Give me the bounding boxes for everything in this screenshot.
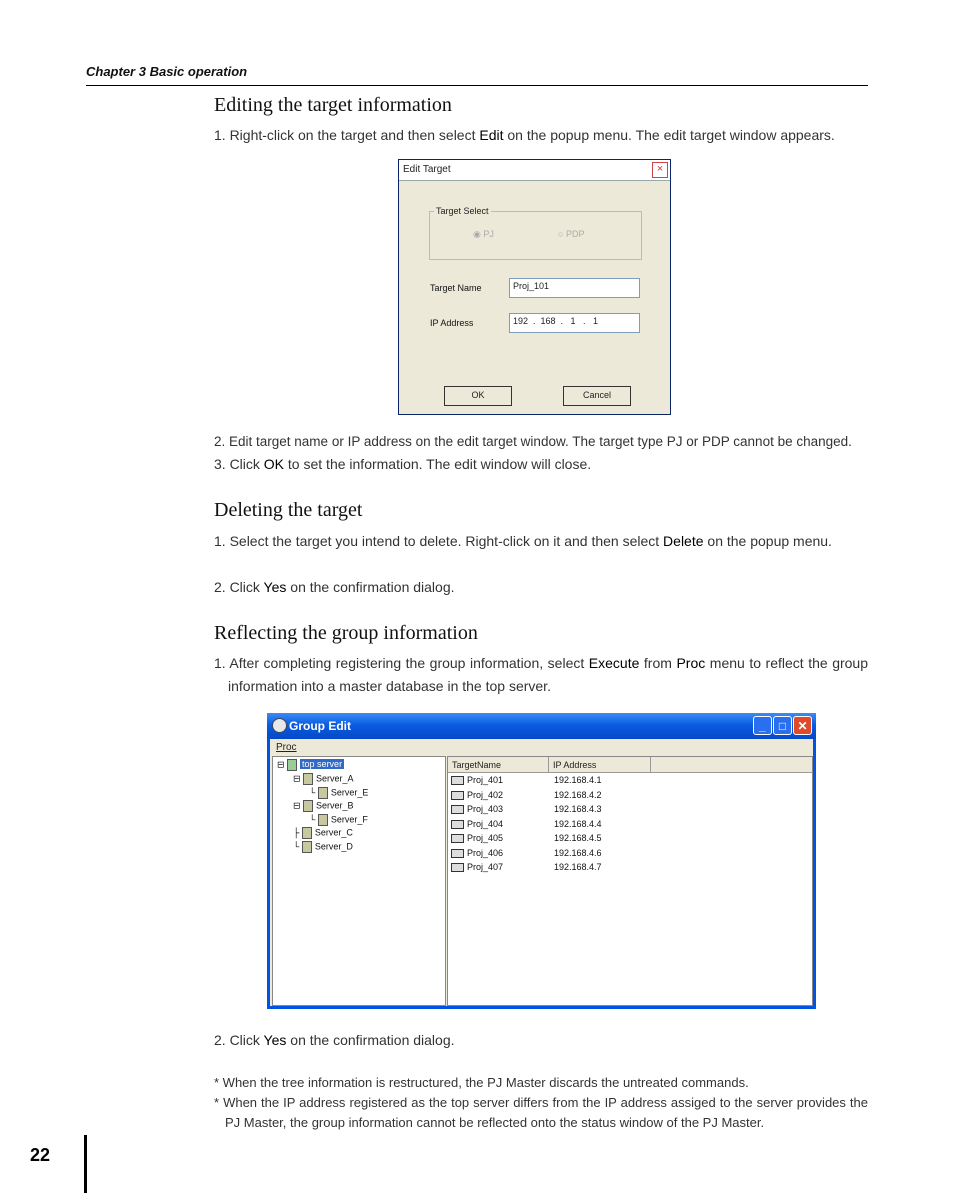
target-name-label: Target Name xyxy=(430,283,482,293)
tree-item[interactable]: └ Server_E xyxy=(309,787,369,798)
ip-address-cell: 192.168.4.1 xyxy=(554,775,602,785)
header-rule xyxy=(86,85,868,86)
close-icon[interactable]: ✕ xyxy=(793,716,812,735)
tree-item-top-server[interactable]: ⊟ top server xyxy=(277,759,343,770)
ip-address-cell: 192.168.4.6 xyxy=(554,847,602,858)
edit-step-1: 1. Right-click on the target and then select Edit on the popup menu. The edit target window appears. xyxy=(214,127,835,143)
projector-icon xyxy=(451,805,464,814)
tree-item[interactable]: ⊟ Server_B xyxy=(293,800,354,811)
ok-button[interactable]: OK xyxy=(444,386,512,406)
server-icon xyxy=(318,787,328,799)
projector-icon xyxy=(451,791,464,800)
target-name-cell: Proj_407 xyxy=(467,862,504,872)
window-title: Group Edit xyxy=(289,719,351,733)
target-name-cell: Proj_403 xyxy=(467,804,504,814)
delete-step-1: 1. Select the target you intend to delete. Right-click on it and then select Delete on the popup menu. xyxy=(214,533,832,549)
edit-step-2: 2. Edit target name or IP address on the edit target window. The target type PJ or PDP cannot be changed. xyxy=(214,434,852,449)
reflect-step-2: 2. Click Yes on the confirmation dialog. xyxy=(214,1032,455,1048)
delete-step-2: 2. Click Yes on the confirmation dialog. xyxy=(214,579,455,595)
menu-proc[interactable]: Proc xyxy=(276,742,297,753)
column-header-ip[interactable]: IP Address xyxy=(549,757,651,773)
page-bar xyxy=(84,1135,87,1193)
ip-address-label: IP Address xyxy=(430,318,474,328)
projector-icon xyxy=(451,820,464,829)
app-icon xyxy=(272,718,287,733)
dialog-title: Edit Target xyxy=(403,164,451,175)
section-title-deleting: Deleting the target xyxy=(214,499,363,521)
radio-pdp[interactable]: ○ PDP xyxy=(558,229,585,239)
ip-address-cell: 192.168.4.2 xyxy=(554,789,602,800)
server-icon xyxy=(318,814,328,826)
note-2: * When the IP address registered as the top server differs from the IP address assiged to the server provides the PJ Master, the group information cannot be reflected onto the status window of the PJ Master. xyxy=(214,1095,868,1130)
ip-address-field[interactable]: 192 . 168 . 1 . 1 xyxy=(509,313,640,333)
close-icon[interactable]: × xyxy=(652,162,668,178)
window-titlebar xyxy=(267,713,816,739)
table-row[interactable] xyxy=(451,862,602,872)
projector-icon xyxy=(451,834,464,843)
section-title-editing: Editing the target information xyxy=(214,94,452,116)
projector-icon xyxy=(451,849,464,858)
radio-pj[interactable]: ◉ PJ xyxy=(473,229,494,239)
note-1: * When the tree information is restructured, the PJ Master discards the untreated commands. xyxy=(214,1075,749,1090)
target-name-cell: Proj_402 xyxy=(467,789,504,800)
table-row[interactable] xyxy=(451,819,602,829)
server-icon xyxy=(303,773,313,785)
server-icon xyxy=(302,827,312,839)
dialog-titlebar xyxy=(399,160,670,181)
target-name-cell: Proj_406 xyxy=(467,847,504,858)
maximize-icon[interactable]: □ xyxy=(773,716,792,735)
target-name-field[interactable]: Proj_101 xyxy=(509,278,640,298)
ip-address-cell: 192.168.4.5 xyxy=(554,833,602,843)
tree-item[interactable]: ├ Server_C xyxy=(293,827,353,838)
table-row[interactable] xyxy=(451,790,602,800)
projector-icon xyxy=(451,776,464,785)
section-title-reflecting: Reflecting the group information xyxy=(214,622,478,644)
ip-address-cell: 192.168.4.7 xyxy=(554,862,602,872)
target-name-cell: Proj_401 xyxy=(467,775,504,785)
table-row[interactable] xyxy=(451,848,602,858)
target-select-label: Target Select xyxy=(436,206,489,216)
target-name-cell: Proj_404 xyxy=(467,818,504,829)
page-number: 22 xyxy=(30,1145,51,1165)
tree-pane[interactable] xyxy=(272,756,446,1006)
server-icon xyxy=(287,759,297,771)
target-list-pane[interactable] xyxy=(447,756,813,1006)
server-icon xyxy=(303,800,313,812)
table-row[interactable] xyxy=(451,804,602,814)
chapter-header: Chapter 3 Basic operation xyxy=(86,64,248,79)
group-edit-window xyxy=(267,713,816,1009)
tree-item[interactable]: └ Server_F xyxy=(309,814,368,825)
cancel-button[interactable]: Cancel xyxy=(563,386,631,406)
tree-item[interactable]: ⊟ Server_A xyxy=(293,773,354,784)
edit-target-dialog xyxy=(398,159,671,415)
reflect-step-1: 1. After completing registering the group information, select Execute from Proc menu to reflect the group information into a master database in the top server. xyxy=(214,655,869,694)
menu-bar xyxy=(270,739,813,755)
tree-item[interactable]: └ Server_D xyxy=(293,841,353,852)
column-header-targetname[interactable]: TargetName xyxy=(448,757,549,773)
edit-step-3: 3. Click OK to set the information. The edit window will close. xyxy=(214,456,592,472)
projector-icon xyxy=(451,863,464,872)
table-row[interactable] xyxy=(451,775,602,785)
ip-address-cell: 192.168.4.3 xyxy=(554,804,602,814)
target-name-cell: Proj_405 xyxy=(467,833,504,843)
server-icon xyxy=(302,841,312,853)
minimize-icon[interactable]: _ xyxy=(753,716,772,735)
target-select-group xyxy=(429,211,642,260)
column-header-empty xyxy=(651,757,812,773)
ip-address-cell: 192.168.4.4 xyxy=(554,818,602,829)
table-row[interactable] xyxy=(451,833,602,843)
